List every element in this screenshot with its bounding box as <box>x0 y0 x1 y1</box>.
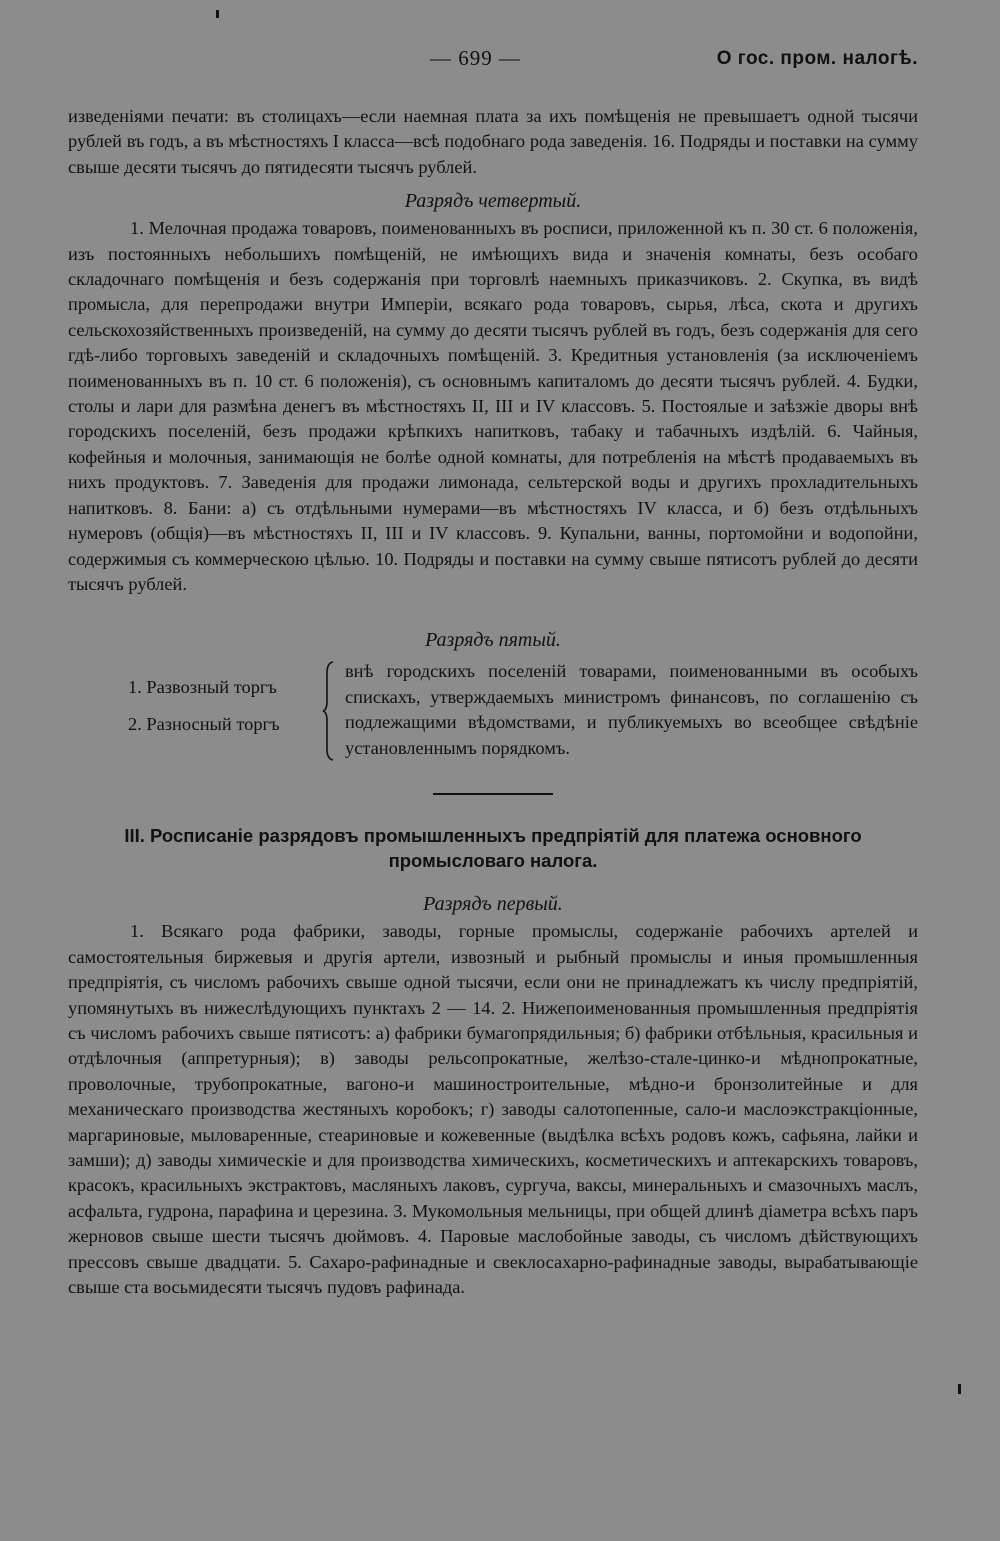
razryad-5-heading: Разрядъ пятый. <box>425 629 561 652</box>
razryad-1-heading: Разрядъ первый. <box>423 893 563 916</box>
razryad-5-items <box>128 669 328 743</box>
razryad-4-paragraph: 1. Мелочная продажа товаровъ, поименованныхъ въ росписи, приложенной къ п. 30 ст. 6 положенія, изъ постоянныхъ небольшихъ помѣщеній, не имѣющихъ вида и значенія комнаты, безъ особаго складочнаго помѣщенія и безъ содержанія при торговлѣ наемныхъ приказчиковъ. 2. Скупка, въ видѣ промысла, для перепродажи внутри Имперіи, всякаго рода товаровъ, сырья, лѣса, скота и другихъ сельскохозяйственныхъ произведеній, на сумму до десяти тысячъ рублей въ годъ, безъ содержанія для сего гдѣ-либо торговыхъ заведеній и складочныхъ помѣщеній. 3. Кредитныя установленія (за исключеніемъ поименованныхъ въ п. 10 ст. 6 положенія), съ основнымъ капиталомъ до десяти тысячъ рублей. 4. Будки, столы и лари для размѣна денегъ въ мѣстностяхъ II, III и IV классовъ. 5. Постоялые и заѣзжіе дворы внѣ городскихъ поселеній, безъ продажи крѣпкихъ напитковъ, табаку и табачныхъ издѣлій. 6. Чайныя, кофейныя и молочныя, занимающія не болѣе одной комнаты, для потребленія на мѣстѣ продаваемыхъ въ нихъ продуктовъ. 7. Заведенія для продажи лимонада, сельтерской воды и другихъ прохладительныхъ напитковъ. 8. Бани: а) съ отдѣльными нумерами—въ мѣстностяхъ IV класса, и б) безъ отдѣльныхъ нумеровъ (общія)—въ мѣстностяхъ II, III и IV классовъ. 9. Купальни, ванны, портомойни и водопойни, содержимыя съ коммерческою цѣлью. 10. Подряды и поставки на сумму свыше пятисотъ рублей до десяти тысячъ рублей. <box>68 218 918 594</box>
continuation-paragraph: изведеніями печати: въ столицахъ—если наемная плата за ихъ помѣщенія не превышаетъ одной тысячи рублей въ годъ, а въ мѣстностяхъ I класса—всѣ подобнаго рода заведенія. 16. Подряды и поставки на сумму свыше десяти тысячъ до пятидесяти тысячъ рублей. <box>68 106 918 177</box>
running-title: О гос. пром. налогѣ. <box>716 48 918 69</box>
razryad-1-paragraph: 1. Всякаго рода фабрики, заводы, горные промыслы, содержаніе рабочихъ артелей и самостоятельныя биржевыя и другія артели, извозный и рыбный промыслы и иныя промышленныя предпріятія, съ числомъ рабочихъ свыше одной тысячи, если они не принадлежатъ къ числу предпріятій, упомянутыхъ въ нижеслѣдующихъ пунктахъ 2 — 14. 2. Нижепоименованныя промышленныя предпріятія съ числомъ рабочихъ свыше пятисотъ: а) фабрики бумагопрядильныя; б) фабрики отбѣльныя, красильныя и отдѣлочныя (аппретурныя); в) заводы рельсопрокатные, желѣзо-стале-цинко-и мѣднопрокатные, проволочные, трубопрокатные, вагоно-и машиностроительные, мѣдно-и бронзолитейные и для механическаго производства жестяныхъ коробокъ; г) заводы салотопенные, сало-и маслоэкстракціонные, маргариновые, мыловаренные, стеариновые и кожевенные (выдѣлка всѣхъ родовъ кожъ, сафьяна, лайки и замши); д) заводы химическіе и для производства химическихъ, косметическихъ и аптекарскихъ товаровъ, красокъ, красильныхъ экстрактовъ, масляныхъ лаковъ, сургуча, ваксы, минеральныхъ и смазочныхъ маслъ, асфальта, гудрона, парафина и церезина. 3. Мукомольныя мельницы, при общей длинѣ діаметра всѣхъ паръ жерновов свыше шести тысячъ дюймовъ. 4. Паровые маслобойные заводы, съ числомъ дѣйствующихъ прессовъ свыше двадцати. 5. Сахаро-рафинадные и свеклосахарно-рафинадные заводы, вырабатывающіе свыше ста восьмидесяти тысячъ пудовъ рафинада. <box>68 921 918 1297</box>
list-item: 2. Разносный торгъ <box>128 714 280 735</box>
razryad-5-description: внѣ городскихъ поселеній товарами, поименованными въ особыхъ спискахъ, утверждаемыхъ министромъ финансовъ, по соглашенію съ подлежащими вѣдомствами, и публикуемыхъ во всеобщее свѣдѣніе установленнымъ порядкомъ. <box>345 661 918 758</box>
page-number: — 699 — <box>430 46 521 70</box>
razryad-5-list <box>68 659 918 767</box>
section-3-title: III. Росписаніе разрядовъ промышленныхъ предпріятій для платежа основного промысловаго налога. <box>124 825 862 872</box>
brace-icon <box>322 661 336 761</box>
document-page <box>68 44 918 1300</box>
print-speck <box>958 1384 961 1394</box>
razryad-4-heading: Разрядъ четвертый. <box>404 190 582 213</box>
section-divider <box>433 793 553 795</box>
print-speck <box>216 10 219 18</box>
page-header <box>68 44 918 80</box>
list-item: 1. Развозный торгъ <box>128 677 277 698</box>
